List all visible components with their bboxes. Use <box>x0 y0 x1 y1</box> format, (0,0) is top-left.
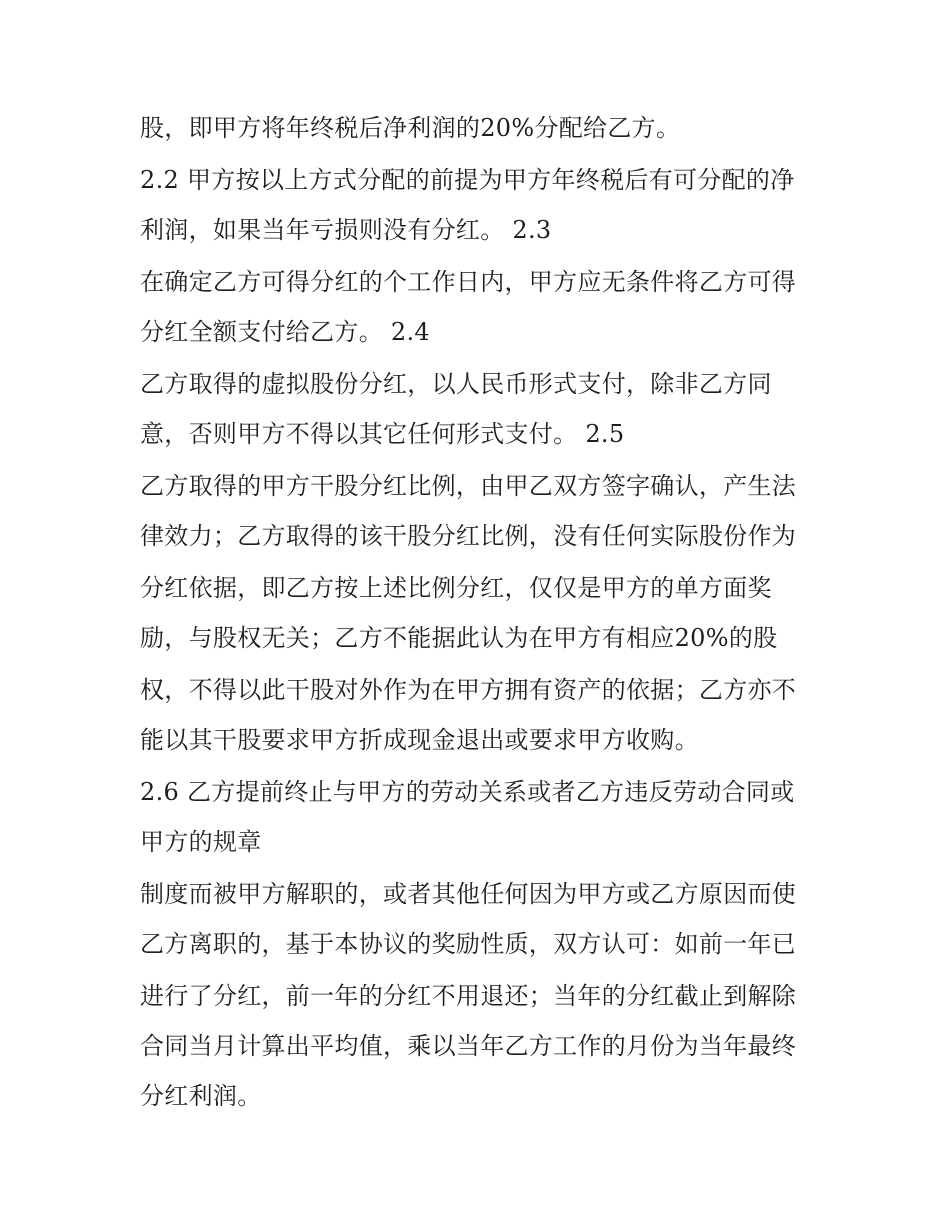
text-line: 能以其干股要求甲方折成现金退出或要求甲方收购。 <box>140 726 699 754</box>
text-line: 权，不得以此干股对外作为在甲方拥有资产的依据；乙方亦不 <box>140 676 797 704</box>
text-line: 甲方的规章 <box>140 828 262 856</box>
text-line: 励，与股权无关；乙方不能据此认为在甲方有相应20%的股 <box>140 624 778 652</box>
text-line: 制度而被甲方解职的，或者其他任何因为甲方或乙方原因而使 <box>140 880 797 908</box>
text-line: 利润，如果当年亏损则没有分红。 2.3 <box>140 216 552 244</box>
text-line: 乙方取得的甲方干股分红比例，由甲乙双方签字确认，产生法 <box>140 472 797 500</box>
text-line: 合同当月计算出平均值，乘以当年乙方工作的月份为当年最终 <box>140 1032 797 1060</box>
text-line: 乙方取得的虚拟股份分红，以人民币形式支付，除非乙方同 <box>140 370 772 398</box>
text-line: 股，即甲方将年终税后净利润的20%分配给乙方。 <box>140 114 681 142</box>
text-line: 分红依据，即乙方按上述比例分红，仅仅是甲方的单方面奖 <box>140 574 772 602</box>
text-line: 2.6 乙方提前终止与甲方的劳动关系或者乙方违反劳动合同或 <box>140 778 795 806</box>
text-line: 分红利润。 <box>140 1082 262 1110</box>
text-line: 2.2 甲方按以上方式分配的前提为甲方年终税后有可分配的净 <box>140 166 795 194</box>
text-line: 进行了分红，前一年的分红不用退还；当年的分红截止到解除 <box>140 982 797 1010</box>
text-line: 分红全额支付给乙方。 2.4 <box>140 318 430 346</box>
text-line: 在确定乙方可得分红的个工作日内，甲方应无条件将乙方可得 <box>140 268 797 296</box>
text-line: 律效力；乙方取得的该干股分红比例，没有任何实际股份作为 <box>140 522 797 550</box>
text-line: 意，否则甲方不得以其它任何形式支付。 2.5 <box>140 420 625 448</box>
text-line: 乙方离职的，基于本协议的奖励性质，双方认可：如前一年已 <box>140 930 797 958</box>
